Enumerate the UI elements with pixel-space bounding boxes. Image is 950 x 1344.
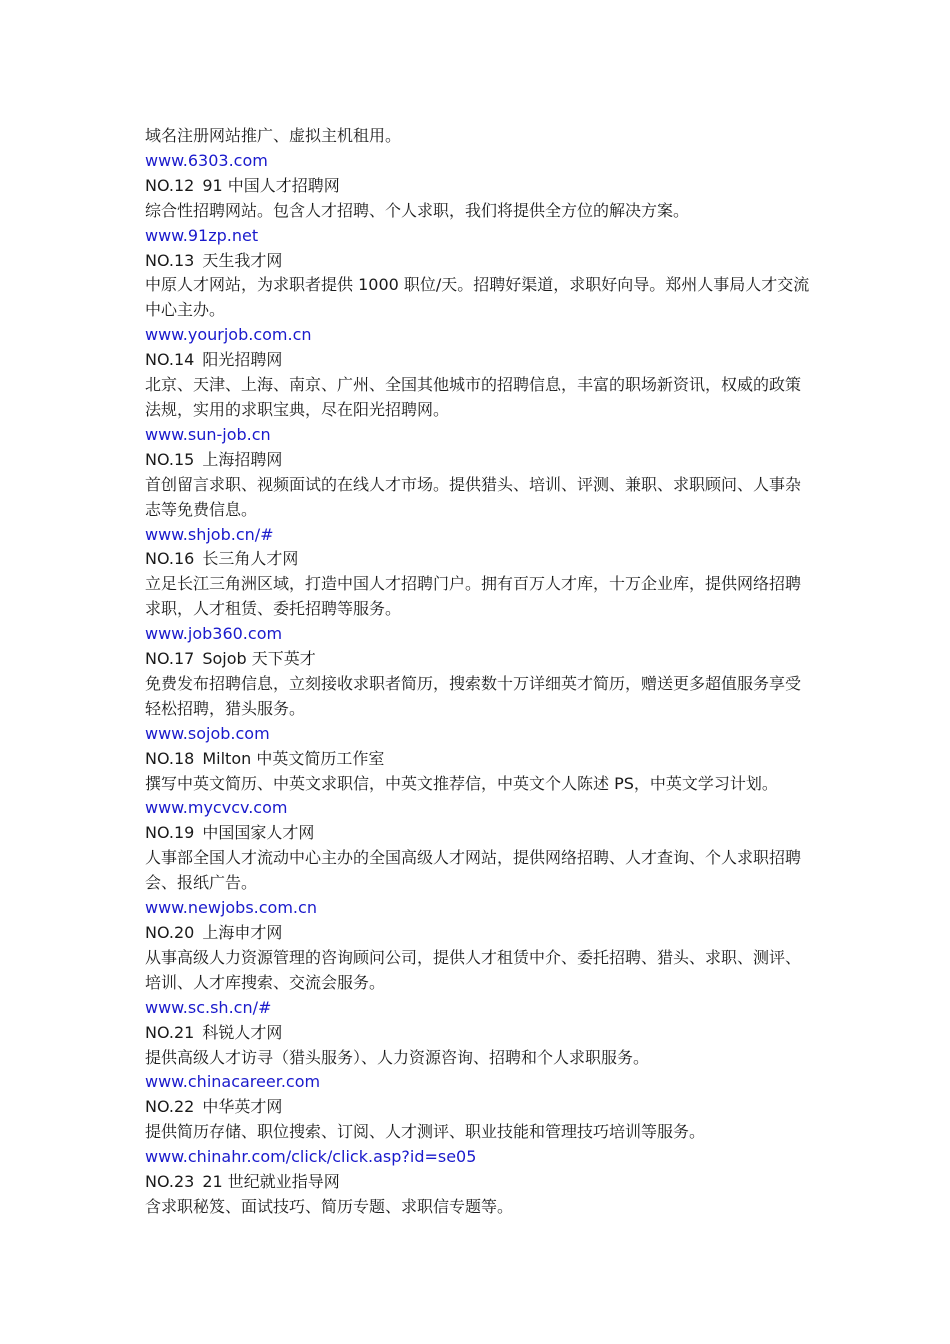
entry-description: 北京、天津、上海、南京、广州、全国其他城市的招聘信息，丰富的职场新资讯，权威的政策法规，实用的求职宝典，尽在阳光招聘网。 — [145, 375, 802, 419]
entry-url-link[interactable]: www.chinacareer.com — [145, 1072, 321, 1092]
entry-number: NO.15 — [145, 449, 195, 469]
entry-number: NO.16 — [145, 549, 195, 569]
entry-title — [145, 448, 810, 473]
entry-site-name: 中华英才网 — [202, 1097, 283, 1117]
entry-number: NO.21 — [145, 1022, 195, 1042]
entry-description: 综合性招聘网站。包含人才招聘、个人求职，我们将提供全方位的解决方案。 — [145, 200, 690, 220]
entry-url-link[interactable]: www.mycvcv.com — [145, 798, 288, 818]
entry-title — [145, 747, 810, 772]
entry-description: 从事高级人力资源管理的咨询顾问公司，提供人才租赁中介、委托招聘、猎头、求职、测评、培训、人才库搜索、交流会服务。 — [145, 947, 802, 992]
entry-title — [145, 921, 810, 946]
entry-site-name: 上海申才网 — [202, 923, 283, 942]
entry-url-link[interactable]: www.job360.com — [145, 624, 283, 644]
entry-number: NO.19 — [145, 823, 195, 843]
entry-title — [145, 647, 810, 672]
entry-title — [145, 1170, 810, 1195]
entry-site-name: 长三角人才网 — [202, 549, 299, 569]
intro-description: 域名注册网站推广、虚拟主机租用。 — [145, 126, 402, 145]
entry-number: NO.18 — [145, 748, 195, 768]
entry-number: NO.14 — [145, 350, 195, 370]
entry-url-link[interactable]: www.newjobs.com.cn — [145, 898, 317, 918]
entry-site-name: 中国国家人才网 — [202, 823, 315, 843]
entry-title — [145, 547, 810, 572]
entry-site-name: 科锐人才网 — [202, 1022, 283, 1042]
entry-site-name: Sojob 天下英才 — [202, 649, 316, 669]
entry-url-link[interactable]: www.sc.sh.cn/# — [145, 997, 272, 1017]
entry-number: NO.13 — [145, 250, 195, 270]
entry-description: 含求职秘笈、面试技巧、简历专题、求职信专题等。 — [145, 1196, 514, 1216]
entry-title — [145, 1021, 810, 1046]
entry-site-name: 91 中国人才招聘网 — [202, 175, 340, 195]
entry-description: 立足长江三角洲区域，打造中国人才招聘门户。拥有百万人才库，十万企业库，提供网络招聘求职，人才租赁、委托招聘等服务。 — [145, 574, 802, 619]
entry-title — [145, 821, 810, 846]
entry-number: NO.22 — [145, 1097, 195, 1117]
entry-description: 中原人才网站，为求职者提供 1000 职位/天。招聘好渠道，求职好向导。郑州人事局人才交流中心主办。 — [145, 275, 810, 320]
entry-url-link[interactable]: www.shjob.cn/# — [145, 524, 274, 544]
entry-description: 免费发布招聘信息，立刻接收求职者简历，搜索数十万详细英才简历，赠送更多超值服务享受轻松招聘，猎头服务。 — [145, 673, 802, 718]
entry-url-link[interactable]: www.yourjob.com.cn — [145, 325, 312, 345]
entry-site-name: 天生我才网 — [202, 250, 283, 270]
document-body — [145, 124, 810, 1220]
entry-url-link[interactable]: www.chinahr.com/click/click.asp?id=se05 — [145, 1147, 477, 1167]
entry-site-name: 21 世纪就业指导网 — [202, 1172, 340, 1192]
entry-site-name: Milton 中英文简历工作室 — [202, 748, 385, 768]
entry-title — [145, 348, 810, 373]
entry-url-link[interactable]: www.91zp.net — [145, 225, 259, 245]
entry-number: NO.17 — [145, 649, 195, 669]
entry-title — [145, 174, 810, 199]
entry-number: NO.12 — [145, 175, 195, 195]
entry-site-name: 阳光招聘网 — [202, 350, 283, 370]
entry-description: 提供简历存储、职位搜索、订阅、人才测评、职业技能和管理技巧培训等服务。 — [145, 1122, 706, 1142]
entry-number: NO.23 — [145, 1172, 195, 1192]
entry-title — [145, 249, 810, 274]
intro-url-link[interactable]: www.6303.com — [145, 150, 268, 170]
entry-site-name: 上海招聘网 — [202, 449, 283, 469]
entry-description: 提供高级人才访寻（猎头服务）、人力资源咨询、招聘和个人求职服务。 — [145, 1047, 650, 1067]
entry-url-link[interactable]: www.sun-job.cn — [145, 424, 271, 444]
entry-description: 人事部全国人才流动中心主办的全国高级人才网站，提供网络招聘、人才查询、个人求职招聘会、报纸广告。 — [145, 848, 802, 893]
entry-description: 撰写中英文简历、中英文求职信，中英文推荐信，中英文个人陈述 PS，中英文学习计划。 — [145, 773, 778, 793]
entry-url-link[interactable]: www.sojob.com — [145, 723, 270, 743]
entry-number: NO.20 — [145, 923, 195, 942]
entry-description: 首创留言求职、视频面试的在线人才市场。提供猎头、培训、评测、兼职、求职顾问、人事杂志等免费信息。 — [145, 474, 802, 519]
entry-title — [145, 1095, 810, 1120]
